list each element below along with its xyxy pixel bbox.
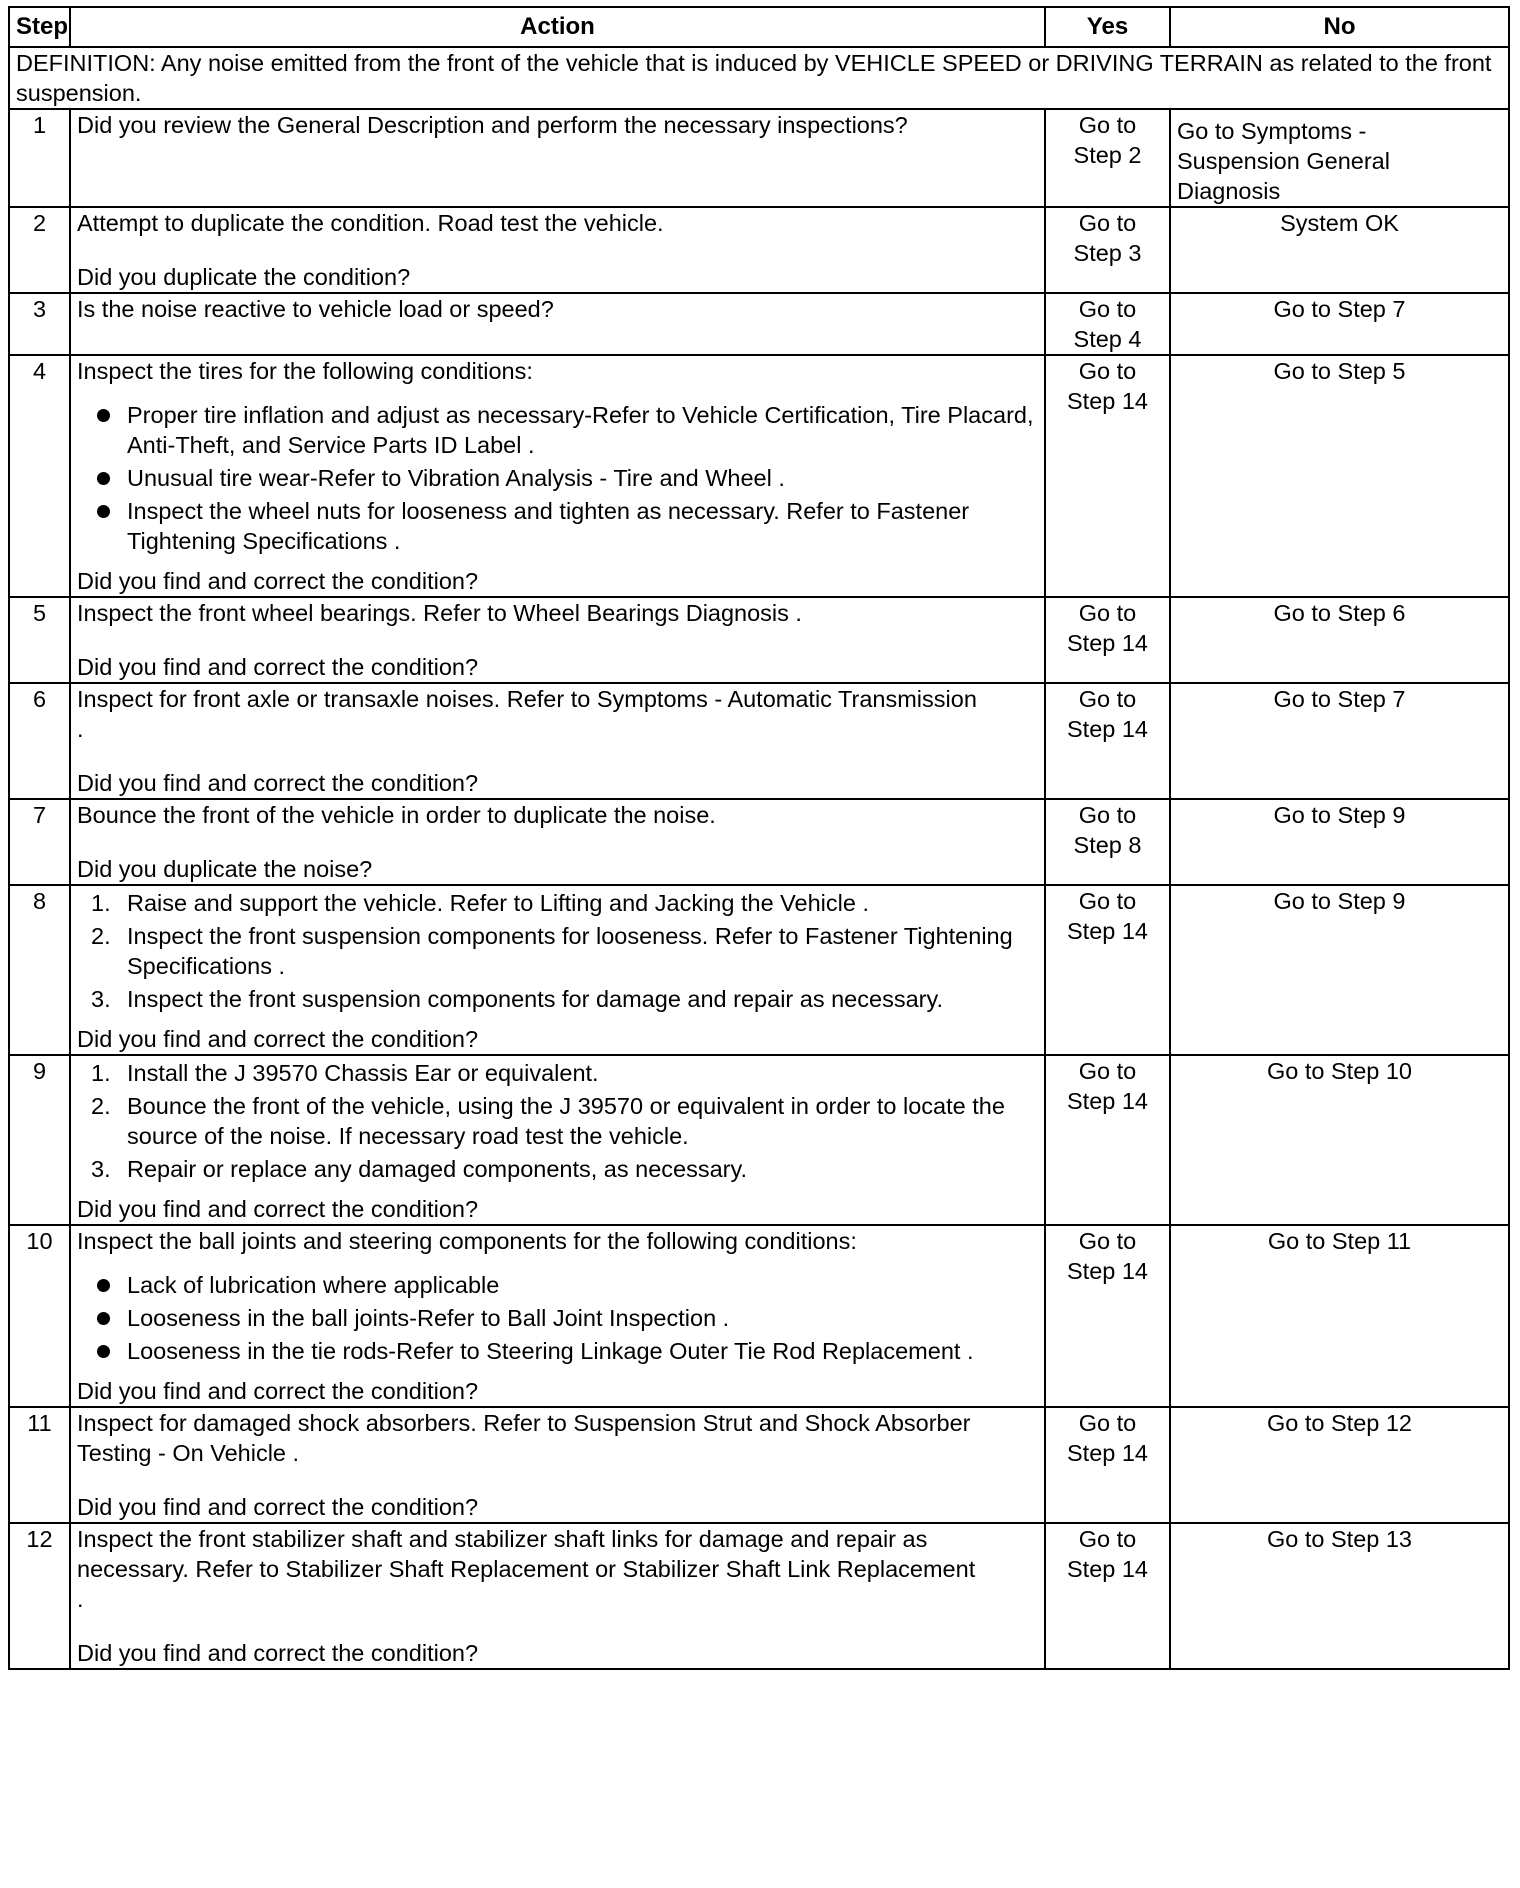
header-no: No: [1170, 7, 1509, 47]
yes-cell: [1045, 1407, 1170, 1523]
action-cell: [70, 109, 1045, 207]
yes-text: Go to: [1078, 888, 1137, 914]
bullet-list: [77, 400, 1038, 556]
no-text: Go to Step 7: [1273, 296, 1406, 322]
table-row: [9, 799, 1509, 885]
action-cell: [70, 799, 1045, 885]
action-cell: [70, 885, 1045, 1055]
yes-cell: [1045, 683, 1170, 799]
step-number: 12: [9, 1523, 70, 1669]
spacer: [77, 830, 1038, 854]
action-cell: [70, 1407, 1045, 1523]
definition-row: [9, 47, 1509, 109]
item-text: Inspect the front suspension components for damage and repair as necessary.: [127, 986, 944, 1012]
action-question: Did you find and correct the condition?: [77, 1026, 479, 1052]
yes-text: Go to: [1078, 1058, 1137, 1084]
yes-cell: [1045, 799, 1170, 885]
action-text: Inspect for damaged shock absorbers. Refer to Suspension Strut and Shock Absorber Testing - On Vehicle .: [77, 1410, 971, 1466]
no-text: Go to Symptoms -: [1177, 118, 1367, 144]
bullet-text: Looseness in the ball joints-Refer to Ball Joint Inspection .: [127, 1305, 730, 1331]
item-text: Inspect the front suspension components for looseness. Refer to Fastener Tightening Specifications .: [127, 923, 1013, 979]
yes-text: Go to: [1078, 112, 1137, 138]
table-row: [9, 1407, 1509, 1523]
numbered-item: [77, 888, 1038, 918]
item-text: Bounce the front of the vehicle, using the J 39570 or equivalent in order to locate the source of the noise. If necessary road test the vehicle.: [127, 1093, 1005, 1149]
action-cell: [70, 597, 1045, 683]
action-cell: [70, 1523, 1045, 1669]
bullet-item: [77, 463, 1038, 493]
no-cell: [1170, 799, 1509, 885]
no-cell: [1170, 1523, 1509, 1669]
no-text: System OK: [1280, 210, 1399, 236]
table-row: [9, 207, 1509, 293]
no-cell: [1170, 1407, 1509, 1523]
table-row: [9, 293, 1509, 355]
step-number: 7: [9, 799, 70, 885]
yes-text: Go to: [1078, 802, 1137, 828]
yes-cell: [1045, 1523, 1170, 1669]
action-text: Did you review the General Description and perform the necessary inspections?: [77, 112, 908, 138]
yes-cell: [1045, 597, 1170, 683]
spacer: [77, 744, 1038, 768]
step-number: 5: [9, 597, 70, 683]
yes-cell: [1045, 293, 1170, 355]
bullet-icon: [97, 1312, 110, 1325]
table-row: [9, 1523, 1509, 1669]
step-number: 3: [9, 293, 70, 355]
no-text: Go to Step 13: [1266, 1526, 1413, 1552]
item-number: 2.: [91, 923, 111, 949]
no-text: Go to Step 9: [1273, 802, 1406, 828]
table-row: [9, 885, 1509, 1055]
no-cell: [1170, 597, 1509, 683]
no-cell: [1170, 207, 1509, 293]
yes-text: Go to: [1078, 358, 1137, 384]
item-number: 3.: [91, 986, 111, 1012]
no-text: Go to Step 10: [1266, 1058, 1413, 1084]
no-text: Go to Step 6: [1273, 600, 1406, 626]
action-text: .: [77, 1586, 84, 1612]
item-text: Raise and support the vehicle. Refer to Lifting and Jacking the Vehicle .: [127, 890, 870, 916]
yes-text: Go to: [1078, 600, 1137, 626]
yes-text: Go to: [1078, 1526, 1137, 1552]
table-row: [9, 1225, 1509, 1407]
yes-cell: [1045, 1055, 1170, 1225]
table-row: [9, 355, 1509, 597]
action-cell: [70, 355, 1045, 597]
no-text: Go to Step 7: [1273, 686, 1406, 712]
yes-text: Step 14: [1066, 716, 1148, 742]
step-number: 8: [9, 885, 70, 1055]
no-text: Go to Step 5: [1273, 358, 1406, 384]
spacer: [77, 1468, 1038, 1492]
numbered-item: [77, 1154, 1038, 1184]
yes-text: Go to: [1078, 210, 1137, 236]
bullet-icon: [97, 472, 110, 485]
yes-text: Step 3: [1073, 240, 1142, 266]
yes-text: Step 2: [1073, 142, 1142, 168]
bullet-icon: [97, 1345, 110, 1358]
action-text: Attempt to duplicate the condition. Road test the vehicle.: [77, 210, 664, 236]
item-text: Install the J 39570 Chassis Ear or equivalent.: [127, 1060, 599, 1086]
yes-text: Step 14: [1066, 388, 1148, 414]
yes-cell: [1045, 1225, 1170, 1407]
bullet-text: Lack of lubrication where applicable: [127, 1272, 500, 1298]
item-number: 1.: [91, 890, 111, 916]
action-question: Did you find and correct the condition?: [77, 770, 479, 796]
bullet-icon: [97, 409, 110, 422]
action-text: Inspect for front axle or transaxle noises. Refer to Symptoms - Automatic Transmission: [77, 686, 977, 712]
table-body: [9, 47, 1509, 1669]
yes-cell: [1045, 207, 1170, 293]
yes-text: Step 14: [1066, 1088, 1148, 1114]
bullet-text: Proper tire inflation and adjust as necessary-Refer to Vehicle Certification, Tire Placard, Anti-Theft, and Service Parts ID Label .: [127, 402, 1034, 458]
bullet-item: [77, 1336, 1038, 1366]
numbered-item: [77, 1058, 1038, 1088]
yes-text: Go to: [1078, 1410, 1137, 1436]
action-cell: [70, 1055, 1045, 1225]
no-cell: [1170, 683, 1509, 799]
action-question: Did you find and correct the condition?: [77, 1640, 479, 1666]
yes-text: Step 14: [1066, 918, 1148, 944]
no-text: Go to Step 12: [1266, 1410, 1413, 1436]
bullet-text: Looseness in the tie rods-Refer to Steering Linkage Outer Tie Rod Replacement .: [127, 1338, 974, 1364]
numbered-list: [77, 888, 1038, 1014]
no-cell: [1170, 355, 1509, 597]
bullet-list: [77, 1270, 1038, 1366]
action-question: Did you find and correct the condition?: [77, 1378, 479, 1404]
no-cell: [1170, 1055, 1509, 1225]
action-text: Inspect the ball joints and steering components for the following conditions:: [77, 1228, 857, 1254]
header-action: Action: [70, 7, 1045, 47]
action-question: Did you find and correct the condition?: [77, 1196, 479, 1222]
spacer: [77, 238, 1038, 262]
bullet-text: Unusual tire wear-Refer to Vibration Analysis - Tire and Wheel .: [127, 465, 785, 491]
yes-cell: [1045, 109, 1170, 207]
yes-text: Go to: [1078, 1228, 1137, 1254]
no-cell: [1170, 109, 1509, 207]
item-number: 2.: [91, 1093, 111, 1119]
yes-text: Step 14: [1066, 1556, 1148, 1582]
yes-text: Go to: [1078, 296, 1137, 322]
item-number: 3.: [91, 1156, 111, 1182]
action-question: Did you find and correct the condition?: [77, 568, 479, 594]
yes-text: Step 14: [1066, 1440, 1148, 1466]
yes-cell: [1045, 355, 1170, 597]
action-question: Did you find and correct the condition?: [77, 1494, 479, 1520]
yes-text: Step 8: [1073, 832, 1142, 858]
bullet-icon: [97, 505, 110, 518]
item-text: Repair or replace any damaged components, as necessary.: [127, 1156, 748, 1182]
step-number: 6: [9, 683, 70, 799]
action-text: Is the noise reactive to vehicle load or speed?: [77, 296, 554, 322]
bullet-item: [77, 496, 1038, 556]
no-text: Go to Step 9: [1273, 888, 1406, 914]
action-cell: [70, 207, 1045, 293]
numbered-item: [77, 1091, 1038, 1151]
bullet-icon: [97, 1279, 110, 1292]
step-number: 1: [9, 109, 70, 207]
action-text: Inspect the front stabilizer shaft and stabilizer shaft links for damage and repair as necessary. Refer to Stabilizer Shaft Replacement or Stabilizer Shaft Link Replacement: [77, 1526, 976, 1582]
table-row: [9, 109, 1509, 207]
spacer: [77, 1614, 1038, 1638]
no-text: Diagnosis: [1177, 178, 1281, 204]
header-step: Step: [9, 7, 70, 47]
action-text: Bounce the front of the vehicle in order to duplicate the noise.: [77, 802, 716, 828]
step-number: 11: [9, 1407, 70, 1523]
numbered-item: [77, 921, 1038, 981]
bullet-item: [77, 1303, 1038, 1333]
action-text: .: [77, 716, 84, 742]
yes-text: Go to: [1078, 686, 1137, 712]
action-question: Did you duplicate the condition?: [77, 264, 411, 290]
bullet-item: [77, 400, 1038, 460]
table-row: [9, 597, 1509, 683]
no-cell: [1170, 293, 1509, 355]
numbered-item: [77, 984, 1038, 1014]
table-row: [9, 1055, 1509, 1225]
header-yes: Yes: [1045, 7, 1170, 47]
no-cell: [1170, 885, 1509, 1055]
action-cell: [70, 1225, 1045, 1407]
yes-text: Step 14: [1066, 1258, 1148, 1284]
spacer: [77, 628, 1038, 652]
item-number: 1.: [91, 1060, 111, 1086]
bullet-item: [77, 1270, 1038, 1300]
action-text: Inspect the front wheel bearings. Refer to Wheel Bearings Diagnosis .: [77, 600, 802, 626]
yes-text: Step 14: [1066, 630, 1148, 656]
bullet-text: Inspect the wheel nuts for looseness and tighten as necessary. Refer to Fastener Tightening Specifications .: [127, 498, 970, 554]
step-number: 10: [9, 1225, 70, 1407]
diagnostic-table: [8, 6, 1510, 1670]
action-cell: [70, 683, 1045, 799]
step-number: 4: [9, 355, 70, 597]
yes-cell: [1045, 885, 1170, 1055]
step-number: 9: [9, 1055, 70, 1225]
numbered-list: [77, 1058, 1038, 1184]
no-text: Go to Step 11: [1267, 1228, 1412, 1254]
no-text: Suspension General: [1177, 148, 1390, 174]
table-row: [9, 683, 1509, 799]
action-cell: [70, 293, 1045, 355]
no-cell: [1170, 1225, 1509, 1407]
action-question: Did you find and correct the condition?: [77, 654, 479, 680]
header-row: [9, 7, 1509, 47]
definition-text: DEFINITION: Any noise emitted from the front of the vehicle that is induced by VEHICLE SPEED or DRIVING TERRAIN as related to the front suspension.: [9, 47, 1509, 109]
step-number: 2: [9, 207, 70, 293]
action-question: Did you duplicate the noise?: [77, 856, 373, 882]
action-text: Inspect the tires for the following conditions:: [77, 358, 533, 384]
yes-text: Step 4: [1073, 326, 1142, 352]
